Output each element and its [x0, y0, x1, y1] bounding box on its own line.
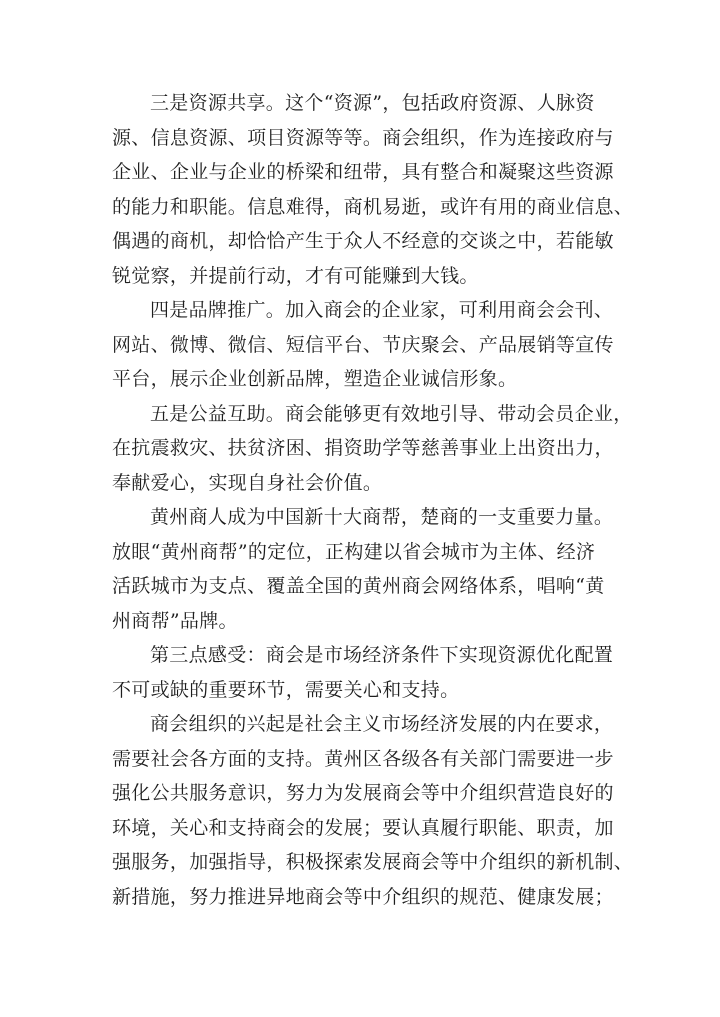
- document-body: [112, 86, 632, 914]
- text-line: 不可或缺的重要环节，需要关心和支持。: [112, 678, 460, 701]
- text-line: 需要社会各方面的支持。黄州区各级各有关部门需要进一步: [112, 747, 614, 770]
- text-line: 平台，展示企业创新品牌，塑造企业诚信形象。: [112, 368, 518, 390]
- text-line: 活跃城市为支点、覆盖全国的黄州商会网络体系，唱响“黄: [112, 575, 605, 597]
- paragraph-huangzhou-merchants: [112, 500, 632, 638]
- text-line: 四是品牌推广。加入商会的企业家，可利用商会会刊、: [150, 299, 614, 321]
- text-line: 五是公益互助。商会能够更有效地引导、带动会员企业，: [150, 402, 633, 425]
- text-line: 第三点感受：商会是市场经济条件下实现资源优化配置: [150, 644, 614, 666]
- text-line: 奉献爱心，实现自身社会价值。: [112, 471, 383, 494]
- text-line: 放眼“黄州商帮”的定位，正构建以省会城市为主体、经济: [112, 540, 596, 563]
- text-line: 在抗震救灾、扶贫济困、捐资助学等慈善事业上出资出力，: [112, 437, 614, 459]
- text-line: 环境，关心和支持商会的发展；要认真履行职能、职责，加: [112, 816, 614, 839]
- text-line: 的能力和职能。信息难得，商机易逝，或许有用的商业信息、: [112, 195, 634, 218]
- text-line: 商会组织的兴起是社会主义市场经济发展的内在要求，: [150, 713, 614, 735]
- text-line: 州商帮”品牌。: [112, 609, 238, 632]
- text-line: 企业、企业与企业的桥梁和纽带，具有整合和凝聚这些资源: [112, 161, 614, 183]
- paragraph-brand-promotion: [112, 293, 632, 397]
- paragraph-public-welfare: [112, 397, 632, 501]
- text-line: 黄州商人成为中国新十大商帮，楚商的一支重要力量。: [150, 506, 614, 528]
- text-line: 源、信息资源、项目资源等等。商会组织，作为连接政府与: [112, 126, 614, 149]
- paragraph-resource-sharing: [112, 86, 632, 293]
- paragraph-chamber-support: [112, 707, 632, 914]
- text-line: 强服务，加强指导，积极探索发展商会等中介组织的新机制、: [112, 851, 634, 873]
- text-line: 强化公共服务意识，努力为发展商会等中介组织营造良好的: [112, 782, 614, 804]
- text-line: 三是资源共享。这个“资源”，包括政府资源、人脉资: [150, 92, 595, 114]
- text-line: 新措施，努力推进异地商会等中介组织的规范、健康发展；: [112, 885, 614, 908]
- paragraph-third-point: [112, 638, 632, 707]
- text-line: 偶遇的商机，却恰恰产生于众人不经意的交谈之中，若能敏: [112, 230, 614, 252]
- text-line: 网站、微博、微信、短信平台、节庆聚会、产品展销等宣传: [112, 333, 614, 356]
- text-line: 锐觉察，并提前行动，才有可能赚到大钱。: [112, 264, 479, 287]
